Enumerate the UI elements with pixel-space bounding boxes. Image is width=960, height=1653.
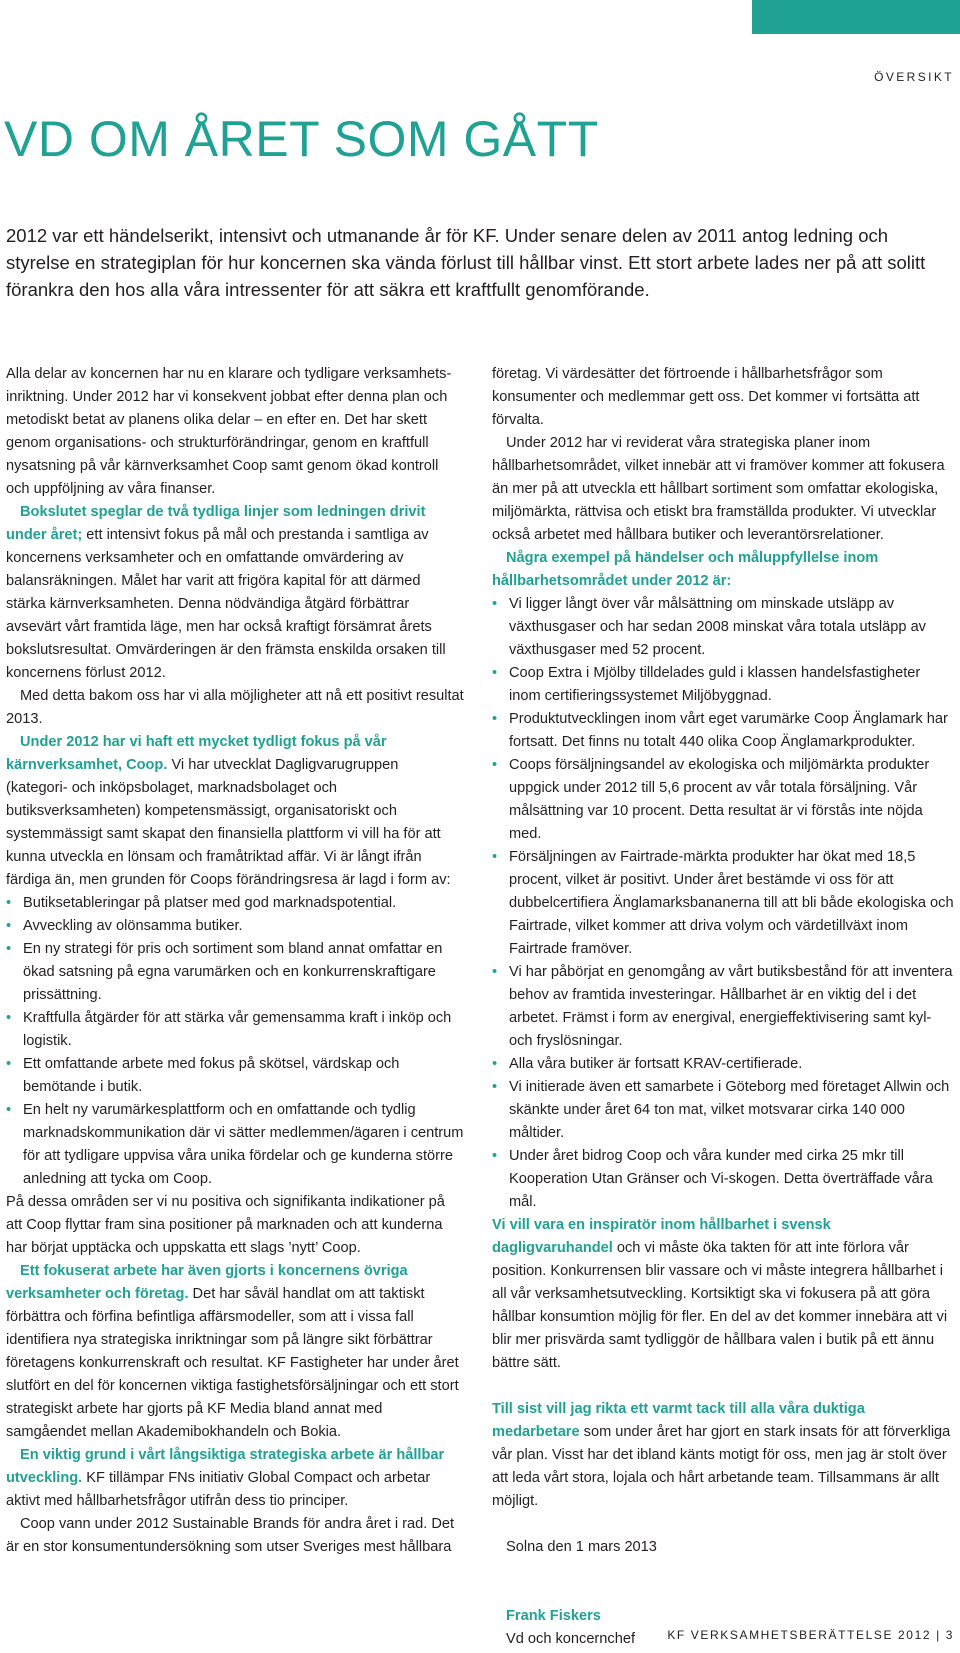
right-paragraph-2: Under 2012 har vi reviderat våra strategiska planer inom hållbarhetsområdet, vilket innebär att vi framöver kommer att fokusera än mer på att utveckla ett hållbart sortiment som omfattar ekologiska, miljömärkta, rättvisa och etiskt bra framställda produkter. Vi utvecklar också arbetet med hållbara butiker och leverantörsrelationer. bbox=[492, 435, 945, 543]
page-footer bbox=[667, 1628, 954, 1642]
right-paragraph-5-highlight: Till sist vill jag rikta ett varmt tack till alla våra duktiga medarbetare bbox=[492, 1401, 865, 1440]
list-item: • Alla våra butiker är fortsatt KRAV-certifierade. bbox=[492, 1053, 954, 1076]
right-paragraph-5 bbox=[492, 1398, 954, 1513]
section-label: ÖVERSIKT bbox=[874, 70, 954, 84]
spacer bbox=[492, 1559, 954, 1582]
spacer bbox=[492, 1582, 954, 1605]
left-paragraph-7-highlight: En viktig grund i vårt långsiktiga strategiska arbete är hållbar utveckling. bbox=[6, 1447, 445, 1486]
list-item: • Butiksetableringar på platser med god marknadspotential. bbox=[6, 892, 464, 915]
footer-report-title: KF VERKSAMHETSBERÄTTELSE 2012 bbox=[667, 1628, 932, 1642]
list-item: • Vi ligger långt över vår målsättning om minskade utsläpp av växthusgaser och har sedan 2008 minskat våra totala utsläpp av växthusgaser med 52 procent. bbox=[492, 593, 954, 662]
right-column bbox=[492, 363, 954, 1651]
corner-accent-bar bbox=[752, 0, 960, 34]
signer-title: Vd och koncernchef bbox=[506, 1631, 635, 1647]
left-paragraph-5: På dessa områden ser vi nu positiva och signifikanta indikationer på att Coop flyttar fram sina positioner på marknaden och att kunderna har börjat upptäcka och uppskatta ett slags ’nytt’ Coop. bbox=[6, 1194, 445, 1256]
list-item: • Produktutvecklingen inom vårt eget varumärke Coop Änglamark har fortsatt. Det finns nu totalt 440 olika Coop Änglamarkprodukter. bbox=[492, 708, 954, 754]
right-paragraph-4 bbox=[492, 1214, 954, 1375]
left-bullet-list bbox=[6, 892, 464, 1191]
list-item: • Under året bidrog Coop och våra kunder med cirka 25 mkr till Kooperation Utan Gränser och Vi-skogen. Detta överträffade våra mål. bbox=[492, 1145, 954, 1214]
list-item: • Avveckling av olönsamma butiker. bbox=[6, 915, 464, 938]
left-paragraph-4 bbox=[6, 731, 464, 892]
right-paragraph-4-highlight: Vi vill vara en inspiratör inom hållbarhet i svensk dagligvaruhandel bbox=[492, 1217, 831, 1256]
left-column bbox=[6, 363, 464, 1559]
left-paragraph-6-text: Det har såväl handlat om att taktiskt förbättra och förfina befintliga affärsmodeller, som att i vissa fall identifiera nya strategiska inriktningar som på längre sikt förbättrar företagens konkurrenskraft och resultat. KF Fastigheter har under året slutfört en del för koncernen viktiga fastighetsförsäljningar och ett stort strategiskt arbete har gjorts på KF Media bland annat med samgåendet mellan Akademibokhandeln och Bokia. bbox=[6, 1286, 459, 1440]
left-paragraph-3: Med detta bakom oss har vi alla möjligheter att nå ett positivt resultat 2013. bbox=[6, 688, 464, 727]
list-item: • Ett omfattande arbete med fokus på skötsel, värdskap och bemötande i butik. bbox=[6, 1053, 464, 1099]
page-title: VD OM ÅRET SOM GÅTT bbox=[4, 111, 599, 167]
left-paragraph-6 bbox=[6, 1260, 464, 1444]
left-paragraph-2-text: ett intensivt fokus på mål och prestanda i samtliga av koncernens verksamheter och en omfattande omvärdering av balansräkningen. Målet har varit att frigöra kapital för att därmed stärka kärnverksamheten. Denna nödvändiga åtgärd förbättrar avsevärt vårt framtida läge, men har också kraftigt försämrat årets bokslutsresultat. Omvärderingen är den främsta enskilda orsaken till koncernens förlust 2012. bbox=[6, 527, 446, 681]
list-item: • Vi har påbörjat en genomgång av vårt butiksbestånd för att inventera behov av framtida investeringar. Hållbarhet är en viktig del i det arbetet. Främst i form av energival, energieffektivisering samt kyl- och fryslösningar. bbox=[492, 961, 954, 1053]
left-paragraph-1: Alla delar av koncernen har nu en klarare och tydligare verksamhetsinriktning. Under 2012 har vi konsekvent jobbat efter denna plan och metodiskt betat av planens olika delar – en efter en. Det har skett genom organisations- och strukturförändringar, genom en kraftfull nysatsning på vår kärnverksamhet Coop samt genom ökad kontroll och uppföljning av våra finanser. bbox=[6, 366, 452, 497]
list-item: • Vi initierade även ett samarbete i Göteborg med företaget Allwin och skänkte under året 64 ton mat, vilket motsvarar cirka 140 000 måltider. bbox=[492, 1076, 954, 1145]
spacer bbox=[492, 1375, 954, 1398]
left-paragraph-8: Coop vann under 2012 Sustainable Brands för andra året i rad. Det är en stor konsumentundersökning som utser Sveriges mest hållbara bbox=[6, 1516, 455, 1555]
left-paragraph-2 bbox=[6, 501, 464, 685]
right-paragraph-1: företag. Vi värdesätter det förtroende i hållbarhetsfrågor som konsumenter och medlemmar gett oss. Det kommer vi fortsätta att förvalta. bbox=[492, 366, 920, 428]
left-paragraph-7-text: KF tillämpar FNs initiativ Global Compact och arbetar aktivt med hållbarhetsfrågor utifrån dess tio principer. bbox=[6, 1470, 431, 1509]
signer-name: Frank Fiskers bbox=[506, 1608, 601, 1624]
list-item: • Coop Extra i Mjölby tilldelades guld i klassen handelsfastigheter inom certifieringssystemet Miljöbyggnad. bbox=[492, 662, 954, 708]
spacer bbox=[492, 1513, 954, 1536]
left-paragraph-4-highlight: Under 2012 har vi haft ett mycket tydligt fokus på vår kärnverksamhet, Coop. bbox=[6, 734, 387, 773]
right-paragraph-5-text: som under året har gjort en stark insats för att förverkliga vår plan. Visst har det ibland känts motigt för oss, men jag är stolt över att leda vårt stora, lojala och hårt arbetande team. Tillsammans är allt möjligt. bbox=[492, 1424, 951, 1509]
ingress-paragraph: 2012 var ett händelserikt, intensivt och utmanande år för KF. Under senare delen av 2011 antog ledning och styrelse en strategiplan för hur koncernen ska vända förlust till hållbar vinst. Ett stort arbete lades ner på att solitt förankra den hos alla våra intressenter för att säkra ett kraftfullt genomförande. bbox=[6, 225, 926, 300]
list-item: • Coops försäljningsandel av ekologiska och miljömärkta produkter uppgick under 2012 till 5,6 procent av vår totala försäljning. Vår målsättning var 10 procent. Detta resultat är vi förstås inte nöjda med. bbox=[492, 754, 954, 846]
left-paragraph-7 bbox=[6, 1444, 464, 1513]
page-number: 3 bbox=[945, 1628, 954, 1642]
left-paragraph-4-text: Vi har utvecklat Dagligvarugruppen (kategori- och inköpsbolaget, marknadsbolaget och butiksverksamheten) kompetensmässigt, organisatoriskt och systemmässigt samt skapat den finansiella plattform vi vill ha för att kunna utveckla en lönsam och framåtriktad affär. Vi är långt ifrån färdiga än, men grunden för Coops förändringsresa är lagd i form av: bbox=[6, 757, 451, 888]
list-item: • Kraftfulla åtgärder för att stärka vår gemensamma kraft i inköp och logistik. bbox=[6, 1007, 464, 1053]
list-item: • En ny strategi för pris och sortiment som bland annat omfattar en ökad satsning på egna varumärken och en konkurrenskraftigare prissättning. bbox=[6, 938, 464, 1007]
left-paragraph-6-highlight: Ett fokuserat arbete har även gjorts i koncernens övriga verksamheter och företag. bbox=[6, 1263, 408, 1302]
place-date: Solna den 1 mars 2013 bbox=[506, 1539, 657, 1555]
list-item: • Försäljningen av Fairtrade-märkta produkter har ökat med 18,5 procent, vilket är positivt. Under året bestämde vi oss för att dubbelcertifiera Änglamarksbananerna till att bli både ekologiska och Fairtrade, vilket kommer att driva volym och värdetillväxt inom Fairtrade framöver. bbox=[492, 846, 954, 961]
list-item: • En helt ny varumärkesplattform och en omfattande och tydlig marknadskommunikation där vi sätter medlemmen/ägaren i centrum för att tydligare uppvisa våra unika fördelar och ge kunderna större anledning att tycka om Coop. bbox=[6, 1099, 464, 1191]
right-paragraph-4-text: och vi måste öka takten för att inte förlora vår position. Konkurrensen blir vassare och vi måste integrera hållbarhet i all vår verksamhetsutveckling. Kortsiktigt ska vi fokusera på att göra hållbar konsumtion möjlig för fler. En del av det kommer innebära att vi blir mer prisvärda samt tydliggör de hållbara valen i butik på ett ännu bättre sätt. bbox=[492, 1240, 948, 1371]
footer-separator: | bbox=[936, 1628, 941, 1642]
left-paragraph-2-highlight: Bokslutet speglar de två tydliga linjer som ledningen drivit under året; bbox=[6, 504, 426, 543]
right-bullet-list bbox=[492, 593, 954, 1214]
right-examples-heading: Några exempel på händelser och måluppfyllelse inom hållbarhetsområdet under 2012 är: bbox=[492, 550, 879, 589]
